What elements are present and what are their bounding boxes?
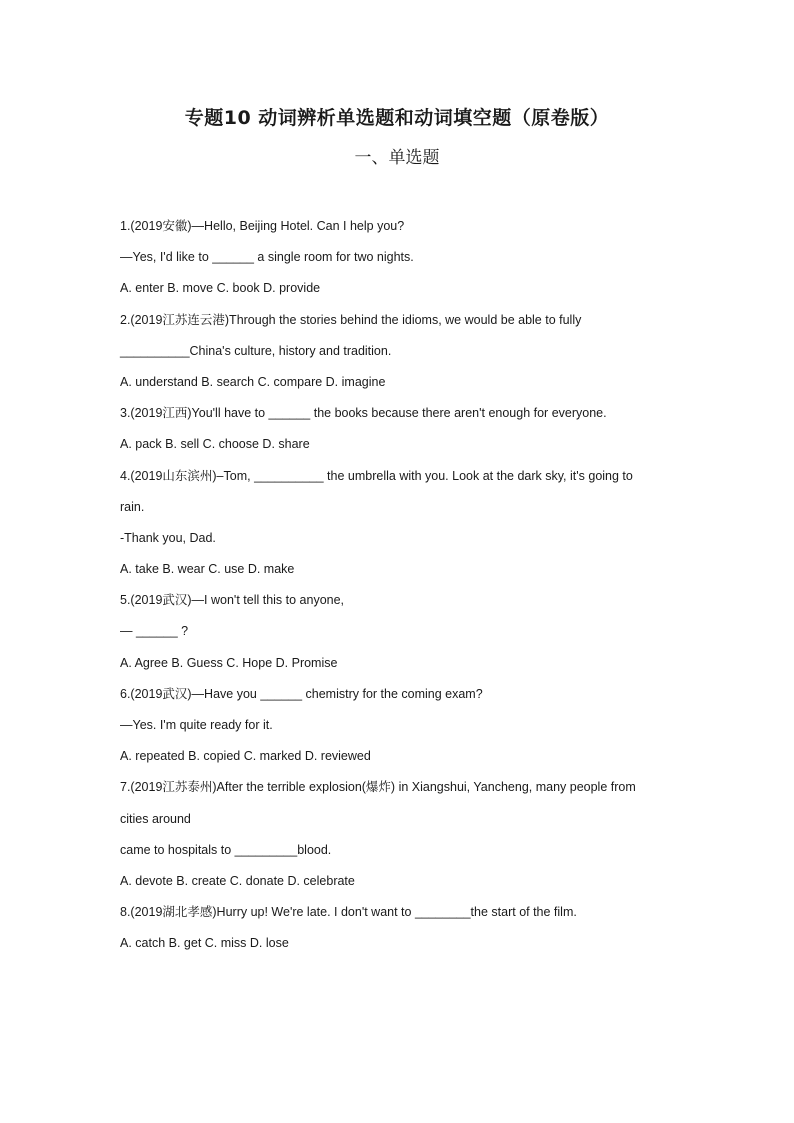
text-line: A. pack B. sell C. choose D. share: [120, 437, 310, 452]
question-body: [120, 216, 680, 965]
text-line: cities around: [120, 811, 191, 826]
text-line: rain.: [120, 499, 145, 514]
text-line: 4.(2019山东滨州)–Tom, __________ the umbrella with you. Look at the dark sky, it's going to: [120, 468, 633, 483]
page-title: 专题10 动词辨析单选题和动词填空题（原卷版）: [184, 107, 610, 129]
text-line: A. repeated B. copied C. marked D. reviewed: [120, 749, 371, 764]
text-line: -Thank you, Dad.: [120, 530, 216, 545]
section-title: 一、单选题: [354, 148, 440, 168]
text-line: A. catch B. get C. miss D. lose: [120, 936, 289, 951]
text-line: came to hospitals to _________blood.: [120, 842, 332, 857]
text-line: A. Agree B. Guess C. Hope D. Promise: [120, 655, 338, 670]
text-line: __________China's culture, history and tradition.: [120, 343, 392, 358]
text-line: 8.(2019湖北孝感)Hurry up! We're late. I don't want to ________the start of the film.: [120, 905, 577, 920]
text-line: 2.(2019江苏连云港)Through the stories behind the idioms, we would be able to fully: [120, 312, 582, 327]
text-line: 6.(2019武汉)—Have you ______ chemistry for the coming exam?: [120, 686, 483, 701]
text-line: A. devote B. create C. donate D. celebrate: [120, 873, 355, 888]
text-line: 3.(2019江西)You'll have to ______ the books because there aren't enough for everyone.: [120, 406, 607, 421]
text-line: 5.(2019武汉)—I won't tell this to anyone,: [120, 593, 345, 608]
text-line: — ______ ?: [120, 624, 189, 639]
text-line: 7.(2019江苏泰州)After the terrible explosion(爆炸) in Xiangshui, Yancheng, many people from: [120, 780, 636, 795]
text-line: —Yes, I'd like to ______ a single room for two nights.: [120, 250, 414, 265]
text-line: A. enter B. move C. book D. provide: [120, 281, 321, 296]
text-line: 1.(2019安徽)—Hello, Beijing Hotel. Can I help you?: [120, 219, 405, 233]
text-line: A. understand B. search C. compare D. imagine: [120, 374, 386, 389]
text-line: —Yes. I'm quite ready for it.: [120, 718, 273, 732]
text-line: A. take B. wear C. use D. make: [120, 562, 295, 577]
